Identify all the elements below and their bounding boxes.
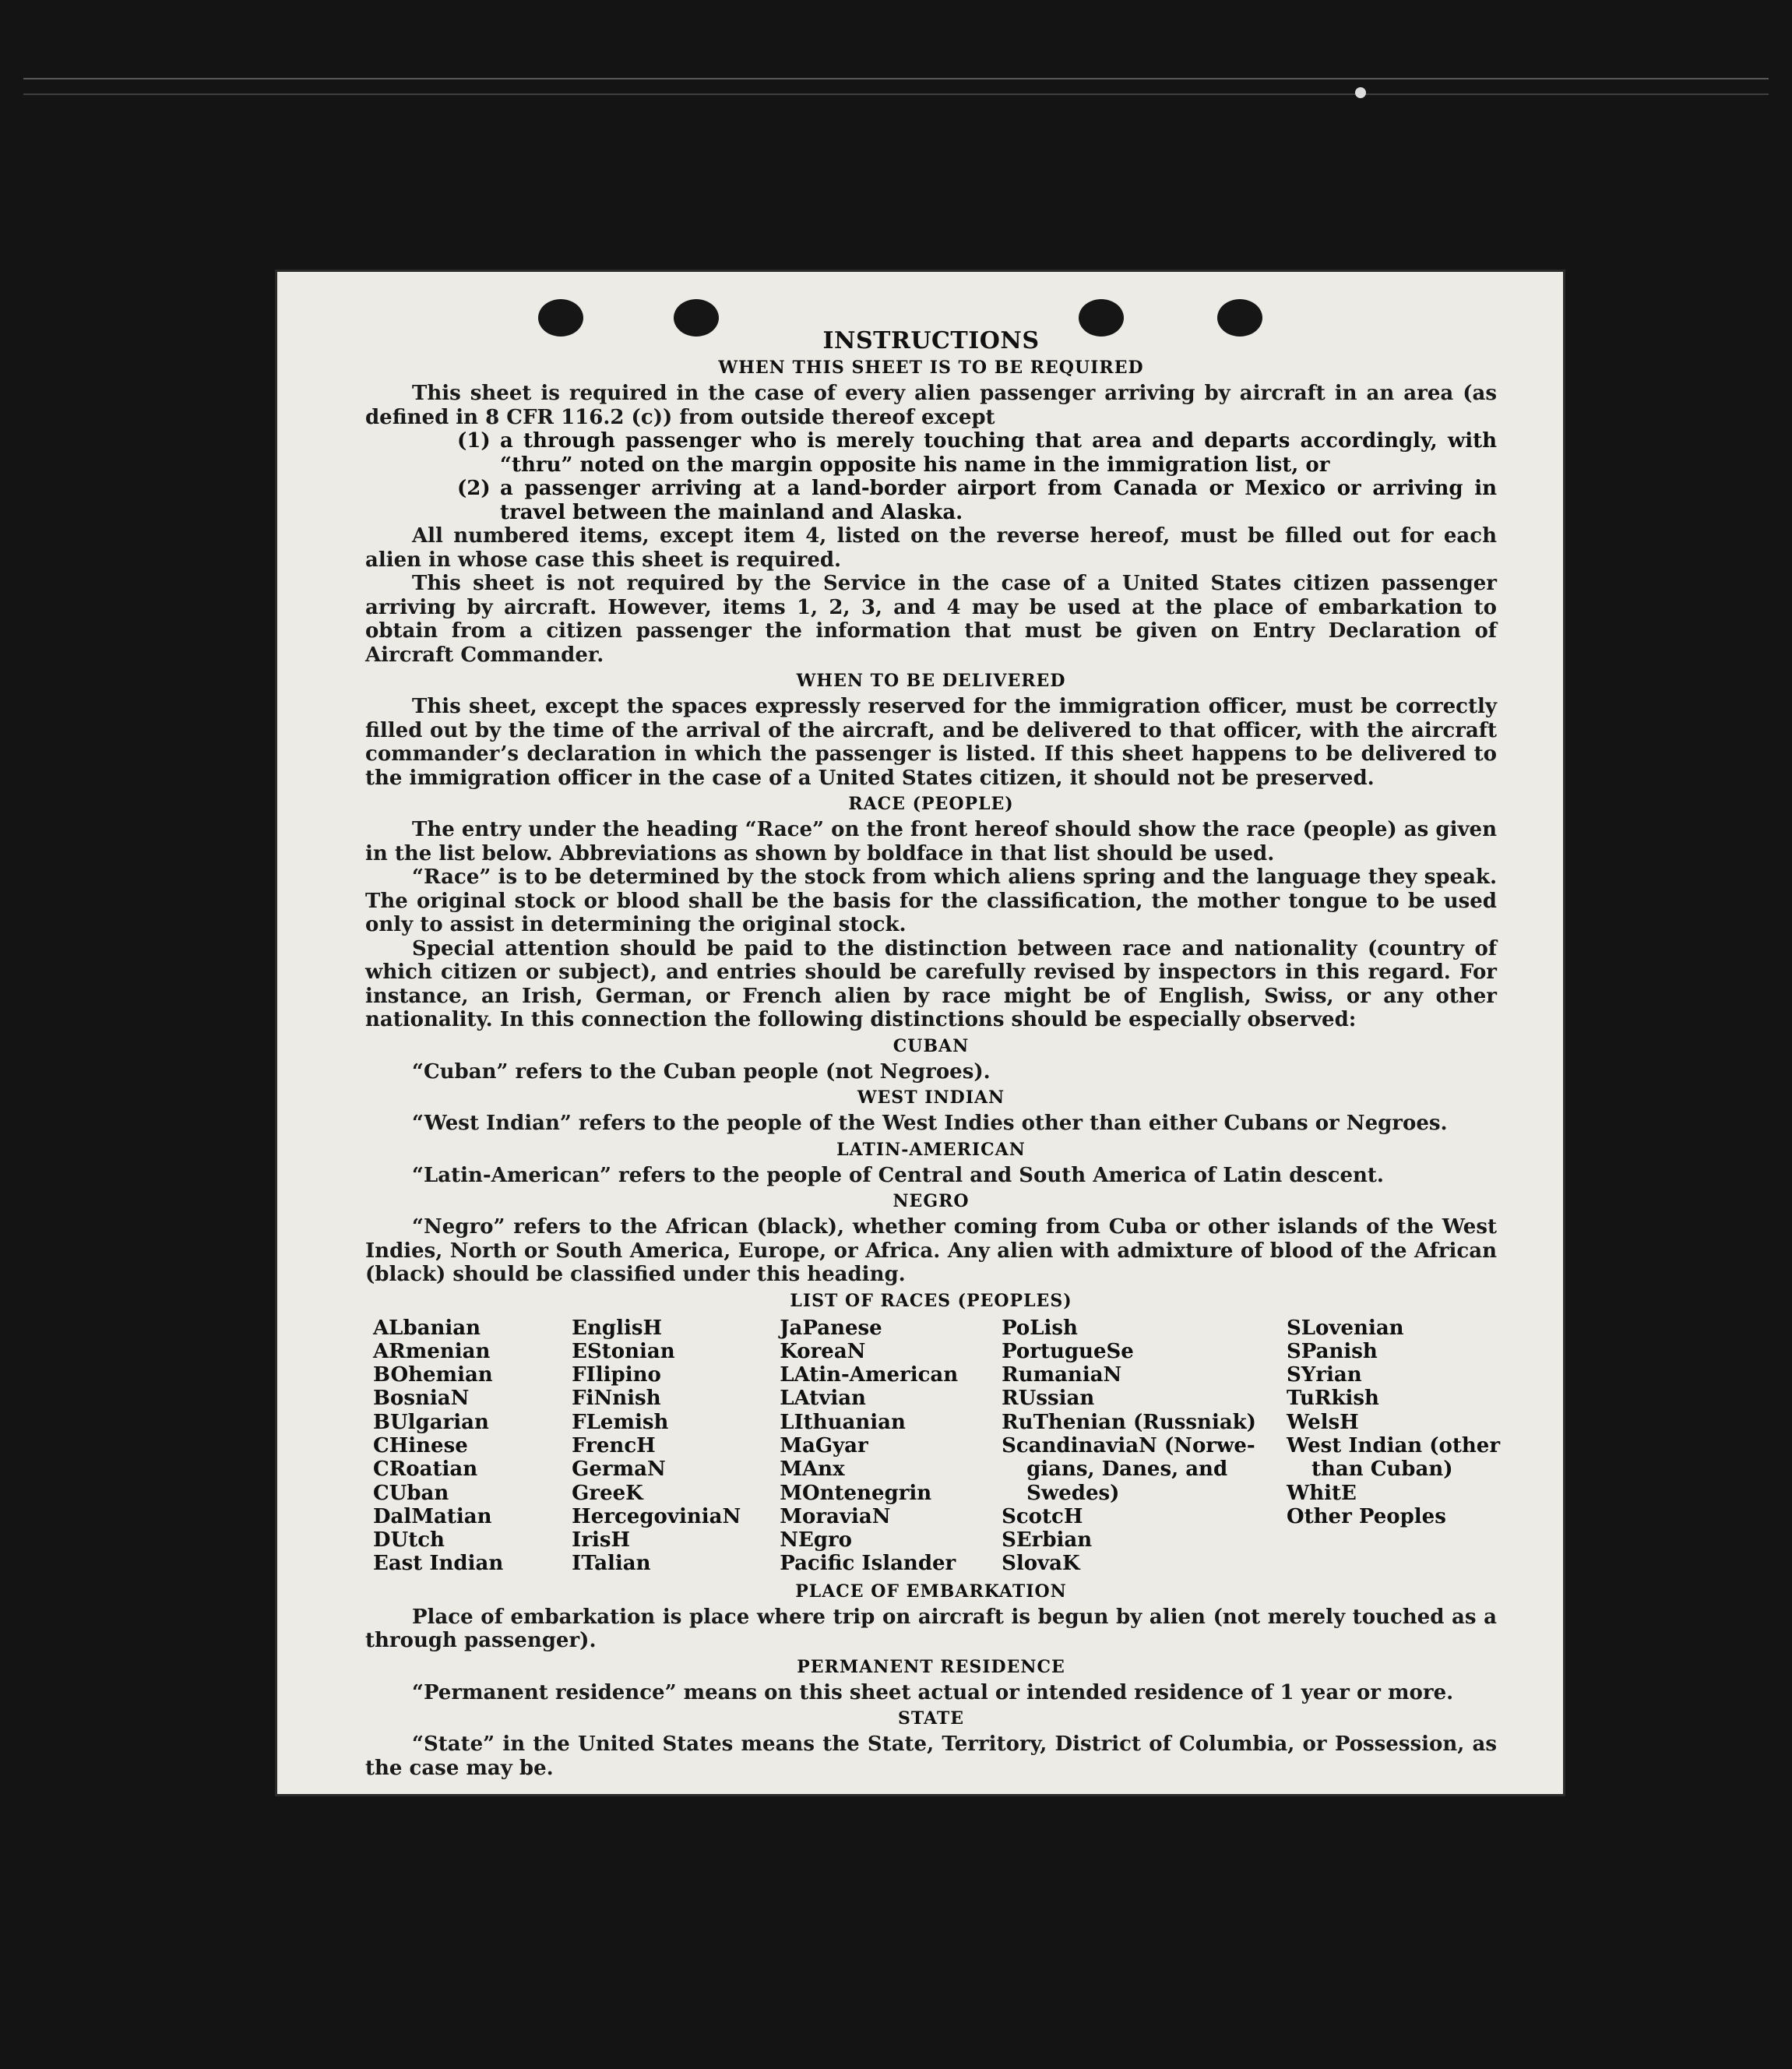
heading-state: STATE: [897, 1708, 965, 1729]
race-entry: IrisH: [572, 1528, 631, 1553]
race-entry: ITalian: [572, 1552, 651, 1576]
cuban-paragraph: “Cuban” refers to the Cuban people (not Negroes).: [412, 1059, 991, 1084]
heading-race: RACE (PEOPLE): [848, 794, 1014, 814]
race-entry: ALbanian: [373, 1316, 481, 1340]
race-entry: MOntenegrin: [780, 1481, 932, 1505]
race-entry: CUban: [373, 1481, 449, 1505]
item-text: a passenger arriving at a land-border airport from Canada or Mexico or arriving in travel between the mainland and Alaska.: [500, 477, 1497, 524]
heading-permanent-residence: PERMANENT RESIDENCE: [797, 1656, 1065, 1677]
punch-hole: [1079, 299, 1124, 337]
race-entry: FIlipino: [572, 1363, 661, 1387]
race-entry-continued: gians, Danes, and: [1026, 1457, 1228, 1482]
race-entry: CHinese: [373, 1433, 468, 1457]
race-entry: MAnx: [780, 1457, 845, 1482]
race-entry: FrencH: [572, 1433, 656, 1457]
heading-west-indian: WEST INDIAN: [857, 1087, 1005, 1108]
race-paragraph-2: “Race” is to be determined by the stock from which aliens spring and the language they speak. The original stock or blood shall be the basis for the classification, the mother tongue to be used only to assist in determining the original stock.: [365, 865, 1497, 936]
race-entry: WelsH: [1287, 1410, 1359, 1434]
race-entry: East Indian: [373, 1552, 504, 1576]
heading-list-of-races: LIST OF RACES (PEOPLES): [790, 1290, 1072, 1311]
race-entry: SPanish: [1287, 1339, 1378, 1363]
race-entry: FLemish: [572, 1410, 669, 1434]
state-paragraph: “State” in the United States means the State, Territory, District of Columbia, or Possession, as the case may be.: [365, 1732, 1497, 1780]
west-indian-paragraph: “West Indian” refers to the people of the West Indies other than either Cubans or Negroes.: [412, 1112, 1448, 1135]
instruction-sheet: [275, 270, 1565, 1796]
race-entry: RumaniaN: [1002, 1363, 1122, 1387]
races-column-2: [572, 1316, 780, 1576]
race-paragraph-3: Special attention should be paid to the distinction between race and nationality (country of which citizen or subject), and entries should be carefully revised by inspectors in this regard. For instance, an Irish, German, or French alien by race might be of English, Swiss, or any other nationality. In this connection the following distinctions should be especially observed:: [365, 936, 1497, 1031]
delivered-paragraph: This sheet, except the spaces expressly reserved for the immigration officer, must be correctly filled out by the time of the arrival of the aircraft, and be delivered to that officer, with the aircraft commander’s declaration in which the passenger is listed. If this sheet happens to be delivered to the immigration officer in the case of a United States citizen, it should not be preserved.: [365, 695, 1497, 790]
heading-cuban: CUBAN: [892, 1035, 970, 1056]
required-paragraph-1: This sheet is required in the case of every alien passenger arriving by aircraft in an area (as defined in 8 CFR 116.2 (c)) from outside thereof except: [365, 382, 1497, 429]
race-entry: EStonian: [572, 1339, 675, 1363]
punch-hole: [1217, 299, 1262, 337]
race-entry: SlovaK: [1002, 1552, 1080, 1576]
race-paragraph-1: The entry under the heading “Race” on the front hereof should show the race (people) as given in the list below. Abbreviations as shown by boldface in that list should be used.: [365, 818, 1497, 865]
race-entry: BosniaN: [373, 1387, 470, 1411]
film-edge-line: [23, 78, 1769, 95]
heading-negro: NEGRO: [892, 1191, 970, 1211]
race-entry: BUlgarian: [373, 1410, 489, 1434]
required-paragraph-3: This sheet is not required by the Service in the case of a United States citizen passenger arriving by aircraft. However, items 1, 2, 3, and 4 may be used at the place of embarkation to obtain from a citizen passenger the information that must be given on Entry Declaration of Aircraft Commander.: [365, 572, 1497, 667]
races-column-3: [780, 1316, 1002, 1576]
race-entry-continued: than Cuban): [1311, 1457, 1453, 1482]
races-column-1: [373, 1316, 572, 1576]
race-entry: GermaN: [572, 1457, 666, 1482]
race-entry: MoraviaN: [780, 1504, 891, 1528]
race-entry: FiNnish: [572, 1387, 661, 1411]
race-entry: BOhemian: [373, 1363, 493, 1387]
race-entry: ARmenian: [373, 1339, 491, 1363]
race-entry: NEgro: [780, 1528, 853, 1553]
race-entry: LAtin-American: [780, 1363, 959, 1387]
latin-american-paragraph: “Latin-American” refers to the people of Central and South America of Latin descent.: [412, 1163, 1384, 1187]
race-entry: Pacific Islander: [780, 1552, 956, 1576]
race-entry: LIthuanian: [780, 1410, 906, 1434]
races-column-5: [1287, 1316, 1501, 1576]
race-entry: HercegoviniaN: [572, 1504, 741, 1528]
heading-when-required: WHEN THIS SHEET IS TO BE REQUIRED: [718, 358, 1144, 378]
race-entry: Other Peoples: [1287, 1504, 1446, 1528]
race-entry: JaPanese: [780, 1316, 882, 1340]
race-entry: RUssian: [1002, 1387, 1095, 1411]
film-speck: [1355, 87, 1366, 98]
race-entry: KoreaN: [780, 1339, 866, 1363]
race-entry: EnglisH: [572, 1316, 663, 1340]
race-entry-continued: Swedes): [1026, 1481, 1120, 1505]
race-entry: DUtch: [373, 1528, 445, 1553]
race-entry: DalMatian: [373, 1504, 492, 1528]
race-entry: SLovenian: [1287, 1316, 1404, 1340]
punch-hole: [538, 299, 583, 337]
race-entry: WhitE: [1287, 1481, 1357, 1505]
race-entry: TuRkish: [1287, 1387, 1379, 1411]
exception-item-1: [457, 429, 1497, 477]
page-title: INSTRUCTIONS: [822, 327, 1040, 354]
heading-latin-american: LATIN-AMERICAN: [836, 1139, 1026, 1160]
race-entry: PortugueSe: [1002, 1339, 1134, 1363]
item-number: (1): [457, 429, 491, 453]
race-entry: MaGyar: [780, 1433, 868, 1457]
required-paragraph-2: All numbered items, except item 4, listed on the reverse hereof, must be filled out for each alien in whose case this sheet is required.: [365, 524, 1497, 572]
embarkation-paragraph: Place of embarkation is place where trip on aircraft is begun by alien (not merely touched as a through passenger).: [365, 1605, 1497, 1653]
punch-hole: [674, 299, 719, 337]
race-entry: ScotcH: [1002, 1504, 1083, 1528]
race-entry: SYrian: [1287, 1363, 1362, 1387]
heading-when-delivered: WHEN TO BE DELIVERED: [796, 671, 1066, 691]
race-entry: SErbian: [1002, 1528, 1093, 1553]
races-column-4: [1002, 1316, 1287, 1576]
residence-paragraph: “Permanent residence” means on this sheet actual or intended residence of 1 year or more.: [412, 1680, 1454, 1704]
race-entry: PoLish: [1002, 1316, 1078, 1340]
race-entry: ScandinaviaN (Norwe-: [1002, 1433, 1255, 1457]
race-entry: GreeK: [572, 1481, 643, 1505]
race-entry: CRoatian: [373, 1457, 478, 1482]
race-entry: RuThenian (Russniak): [1002, 1410, 1256, 1434]
negro-paragraph: “Negro” refers to the African (black), whether coming from Cuba or other islands of the West Indies, North or South America, Europe, or Africa. Any alien with admixture of blood of the African (black) should be classified under this heading.: [365, 1215, 1497, 1286]
exception-item-2: [457, 477, 1497, 524]
races-list: [373, 1316, 1501, 1576]
race-entry: LAtvian: [780, 1387, 866, 1411]
item-number: (2): [457, 477, 491, 500]
item-text: a through passenger who is merely touching that area and departs accordingly, with “thru” noted on the margin opposite his name in the immigration list, or: [500, 429, 1497, 477]
race-entry: West Indian (other: [1287, 1433, 1501, 1457]
heading-place-of-embarkation: PLACE OF EMBARKATION: [795, 1581, 1067, 1602]
